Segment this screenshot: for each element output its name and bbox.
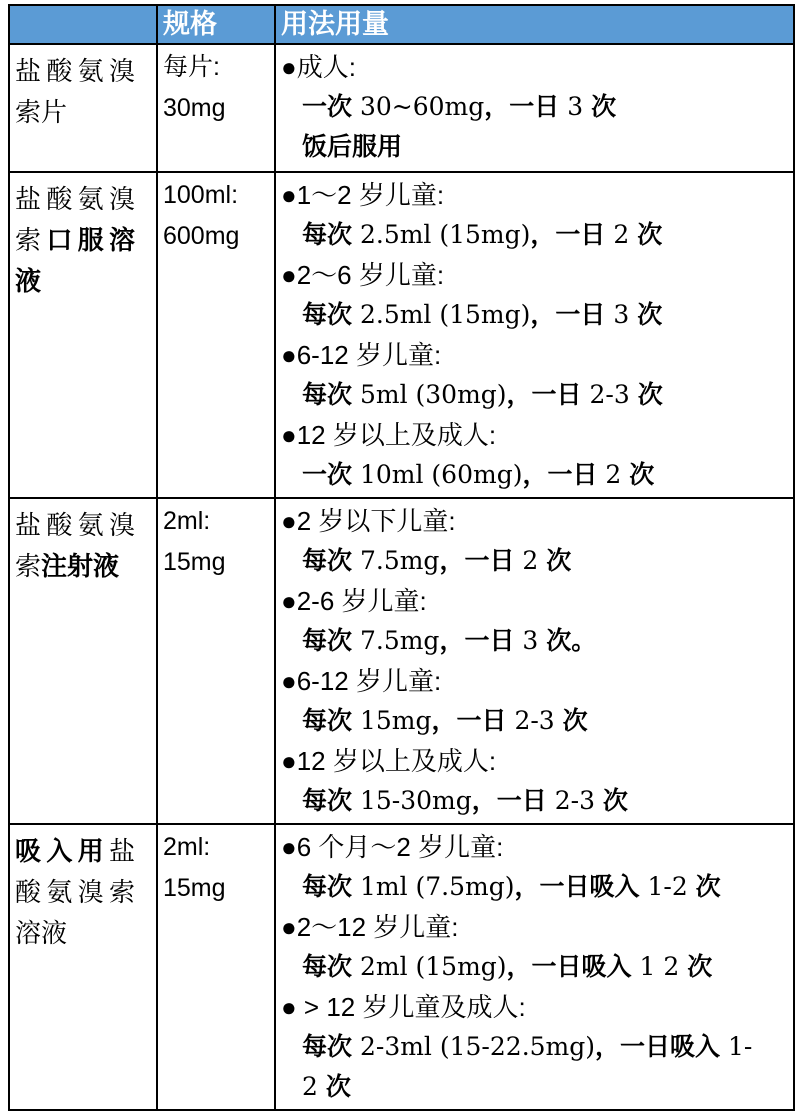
product-name-segment: 盐酸氨溴索溶液 <box>15 836 135 948</box>
header-usage-cell: 用法用量 <box>275 5 794 44</box>
header-spec-cell: 规格 <box>157 5 275 44</box>
dose-cjk-text: 每次 <box>302 300 353 329</box>
dose-cjk-text: 次 <box>637 380 663 409</box>
usage-group-line: ●2～12 岁儿童: <box>281 912 459 942</box>
usage-cell <box>275 44 794 172</box>
spec-cell <box>157 172 275 498</box>
dose-cjk-text: 次 <box>695 872 721 901</box>
usage-dose-line <box>281 127 788 167</box>
product-name-segment: 盐酸氨溴索 <box>15 510 135 581</box>
dose-cjk-text: 次 <box>637 220 663 249</box>
usage-dose-line: 一次 10ml (60mg)，一日 2 次 <box>302 460 655 489</box>
usage-group-line: ●1～2 岁儿童: <box>281 180 445 210</box>
product-cell <box>9 824 157 1110</box>
product-cell <box>9 498 157 824</box>
product-cell <box>9 44 157 172</box>
usage-dose-line: 每次 2ml (15mg)，一日吸入 1 2 次 <box>302 952 713 981</box>
dose-cjk-text: 次 <box>602 786 628 815</box>
dose-cjk-text: 一次 <box>302 460 353 489</box>
spec-cell <box>157 824 275 1110</box>
spec-line: 600mg <box>163 222 240 250</box>
dose-cjk-text: 每次 <box>302 380 353 409</box>
product-name <box>15 827 135 954</box>
usage-group-line: ●6 个月～2 岁儿童: <box>281 832 504 862</box>
usage-dose-line: 每次 15-30mg，一日 2-3 次 <box>302 786 628 815</box>
dose-cjk-text: ，一日 <box>439 546 515 575</box>
usage-group-line: ●2 岁以下儿童: <box>281 506 456 536</box>
usage-group-line: ●2～6 岁儿童: <box>281 260 445 290</box>
usage-dose-line: 每次 2-3ml (15-22.5mg)，一日吸入 1- <box>302 1032 753 1061</box>
dose-cjk-text: 一次 <box>302 92 353 121</box>
usage-group-line: ●2-6 岁儿童: <box>281 586 427 616</box>
table-row <box>9 824 794 1110</box>
table-row <box>9 44 794 172</box>
spec-cell <box>157 498 275 824</box>
spec-line: 15mg <box>163 874 226 902</box>
dose-cjk-text: 每次 <box>302 872 353 901</box>
usage-dose-line: 每次 2.5ml (15mg)，一日 2 次 <box>302 220 663 249</box>
usage-group-line: ●6-12 岁儿童: <box>281 666 442 696</box>
dose-cjk-text: ，一日 <box>431 706 507 735</box>
product-name-bold-segment: 注射液 <box>41 551 120 581</box>
dose-cjk-text: ，一日吸入 <box>595 1032 721 1061</box>
table-row <box>9 498 794 824</box>
product-name <box>15 501 135 587</box>
usage-group-line: ●6-12 岁儿童: <box>281 340 442 370</box>
product-name-segment: 盐酸氨溴索片 <box>15 56 135 127</box>
dose-cjk-text: ，一日 <box>471 786 547 815</box>
usage-cell <box>275 172 794 498</box>
usage-cell <box>275 824 794 1110</box>
dose-cjk-text: ，一日吸入 <box>506 952 632 981</box>
header-product-cell <box>9 5 157 44</box>
spec-line: 每片: <box>163 53 220 81</box>
usage-dose-line: 每次 5ml (30mg)，一日 2-3 次 <box>302 380 663 409</box>
usage-dose-line: 每次 7.5mg，一日 2 次 <box>302 546 572 575</box>
dose-cjk-text: 次 <box>637 300 663 329</box>
dose-cjk-text: ，一日 <box>506 380 582 409</box>
dose-cjk-text: 次 <box>546 546 572 575</box>
table-body <box>9 44 794 1110</box>
product-name <box>15 175 135 302</box>
product-name-bold-segment: 吸入用 <box>15 836 109 866</box>
spec-cell <box>157 44 275 172</box>
dose-cjk-text: 每次 <box>302 706 353 735</box>
usage-group-line: ●成人: <box>281 52 356 82</box>
dose-cjk-text: 每次 <box>302 546 353 575</box>
header-row <box>9 5 794 44</box>
spec-line: 2ml: <box>163 833 211 861</box>
spec-line: 15mg <box>163 548 226 576</box>
dose-cjk-text: 每次 <box>302 952 353 981</box>
dose-cjk-text: 每次 <box>302 786 353 815</box>
spec-line: 100ml: <box>163 181 239 209</box>
usage-cell <box>275 498 794 824</box>
product-cell <box>9 172 157 498</box>
usage-dose-line: 每次 1ml (7.5mg)，一日吸入 1-2 次 <box>302 872 721 901</box>
usage-group-line: ●12 岁以上及成人: <box>281 746 497 776</box>
product-name-segment: 盐酸氨溴索 <box>15 184 135 255</box>
dose-cjk-text: 次 <box>629 460 655 489</box>
dose-cjk-text: 次 <box>687 952 713 981</box>
product-name <box>15 47 135 133</box>
usage-dose-line: 每次 15mg，一日 2-3 次 <box>302 706 588 735</box>
dose-cjk-text: ，一日 <box>522 460 598 489</box>
dose-cjk-text: ，一日 <box>530 300 606 329</box>
usage-dose-line: 每次 2.5ml (15mg)，一日 3 次 <box>302 300 663 329</box>
dose-cjk-text: 每次 <box>302 626 353 655</box>
spec-line: 2ml: <box>163 507 211 535</box>
dose-cjk-text: ，一日 <box>530 220 606 249</box>
table-row <box>9 172 794 498</box>
dose-cjk-text: 每次 <box>302 220 353 249</box>
usage-group-line: ● > 12 岁儿童及成人: <box>281 992 526 1022</box>
drug-dosage-table <box>8 4 795 1111</box>
dose-cjk-text: 次 <box>325 1072 351 1101</box>
dose-cjk-text: ，一日 <box>439 626 515 655</box>
usage-dose-line: 一次 30~60mg，一日 3 次 <box>302 92 617 121</box>
product-name-bold-segment: 口服溶液 <box>15 225 135 296</box>
usage-dose-line: 2 次 <box>302 1072 351 1101</box>
dose-cjk-text: ，一日 <box>484 92 560 121</box>
spec-line: 30mg <box>163 94 226 122</box>
dose-cjk-text: 次 <box>562 706 588 735</box>
usage-dose-line: 每次 7.5mg，一日 3 次。 <box>302 626 597 655</box>
dose-cjk-text: 每次 <box>302 1032 353 1061</box>
dose-cjk-text: ，一日吸入 <box>514 872 640 901</box>
dose-cjk-text: 饭后服用 <box>302 132 403 161</box>
usage-group-line: ●12 岁以上及成人: <box>281 420 497 450</box>
dose-cjk-text: 次。 <box>546 626 597 655</box>
dose-cjk-text: 次 <box>591 92 617 121</box>
